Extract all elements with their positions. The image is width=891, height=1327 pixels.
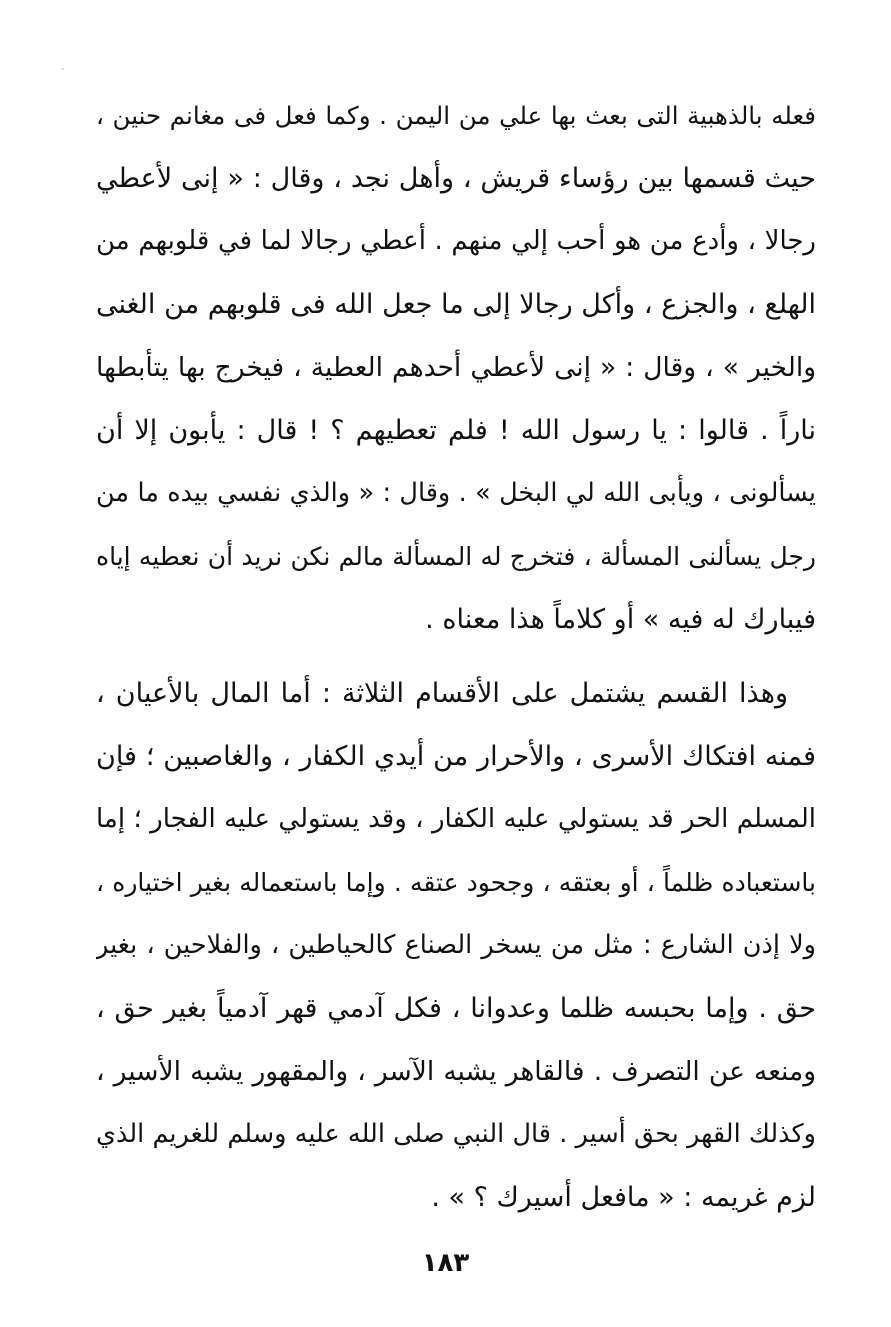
text-line: حيث قسمها بين رؤساء قريش ، وأهل نجد ، وقال : « إنى لأعطي <box>96 163 816 194</box>
text-line: ولا إذن الشارع : مثل من يسخر الصناع كالحياطين ، والفلاحين ، بغير <box>96 930 816 960</box>
text-line: وهذا القسم يشتمل على الأقسام الثلاثة : أما المال بالأعيان ، <box>96 678 788 709</box>
scan-speck <box>62 68 64 70</box>
text-line: فيبارك له فيه » أو كلاماً هذا معناه . <box>425 604 816 635</box>
text-line: الهلع ، والجزع ، وأكل رجالا إلى ما جعل الله فى قلوبهم من الغنى <box>96 289 816 320</box>
text-line: والخير » ، وقال : « إنى لأعطي أحدهم العطية ، فيخرج بها يتأبطها <box>96 352 816 383</box>
text-line: يسألونى ، ويأبى الله لي البخل » . وقال : « والذي نفسي بيده ما من <box>96 478 816 508</box>
text-line: لزم غريمه : « مافعل أسيرك ؟ » . <box>431 1182 816 1213</box>
text-line: فمنه افتكاك الأسرى ، والأحرار من أيدي الكفار ، والغاصبين ؛ فإن <box>96 741 816 772</box>
page-number: ١٨٣ <box>421 1248 470 1278</box>
text-line: رجالا ، وأدع من هو أحب إلي منهم . أعطي رجالا لما في قلوبهم من <box>96 226 816 256</box>
text-line: فعله بالذهبية التى بعث بها علي من اليمن . وكما فعل فى مغانم حنين ، <box>96 101 816 130</box>
text-line: ومنعه عن التصرف . فالقاهر يشبه الآسر ، والمقهور يشبه الأسير ، <box>96 1056 816 1087</box>
paragraph-1 <box>96 84 816 651</box>
text-line: وكذلك القهر بحق أسير . قال النبي صلى الله عليه وسلم للغريم الذي <box>96 1119 816 1149</box>
text-line: رجل يسألنى المسألة ، فتخرج له المسألة مالم نكن نريد أن نعطيه إياه <box>96 542 816 571</box>
text-line: باستعباده ظلماً ، أو بعتقه ، وجحود عتقه . وإما باستعماله بغير اختياره ، <box>96 868 816 897</box>
paragraph-2 <box>96 662 816 1229</box>
text-line: ناراً . قالوا : يا رسول الله ! فلم تعطيهم ؟ ! قال : يأبون إلا أن <box>96 415 816 446</box>
text-line: حق . وإما بحبسه ظلما وعدوانا ، فكل آدمي قهر آدمياً بغير حق ، <box>96 993 816 1024</box>
text-line: المسلم الحر قد يستولي عليه الكفار ، وقد يستولي عليه الفجار ؛ إما <box>96 804 816 834</box>
